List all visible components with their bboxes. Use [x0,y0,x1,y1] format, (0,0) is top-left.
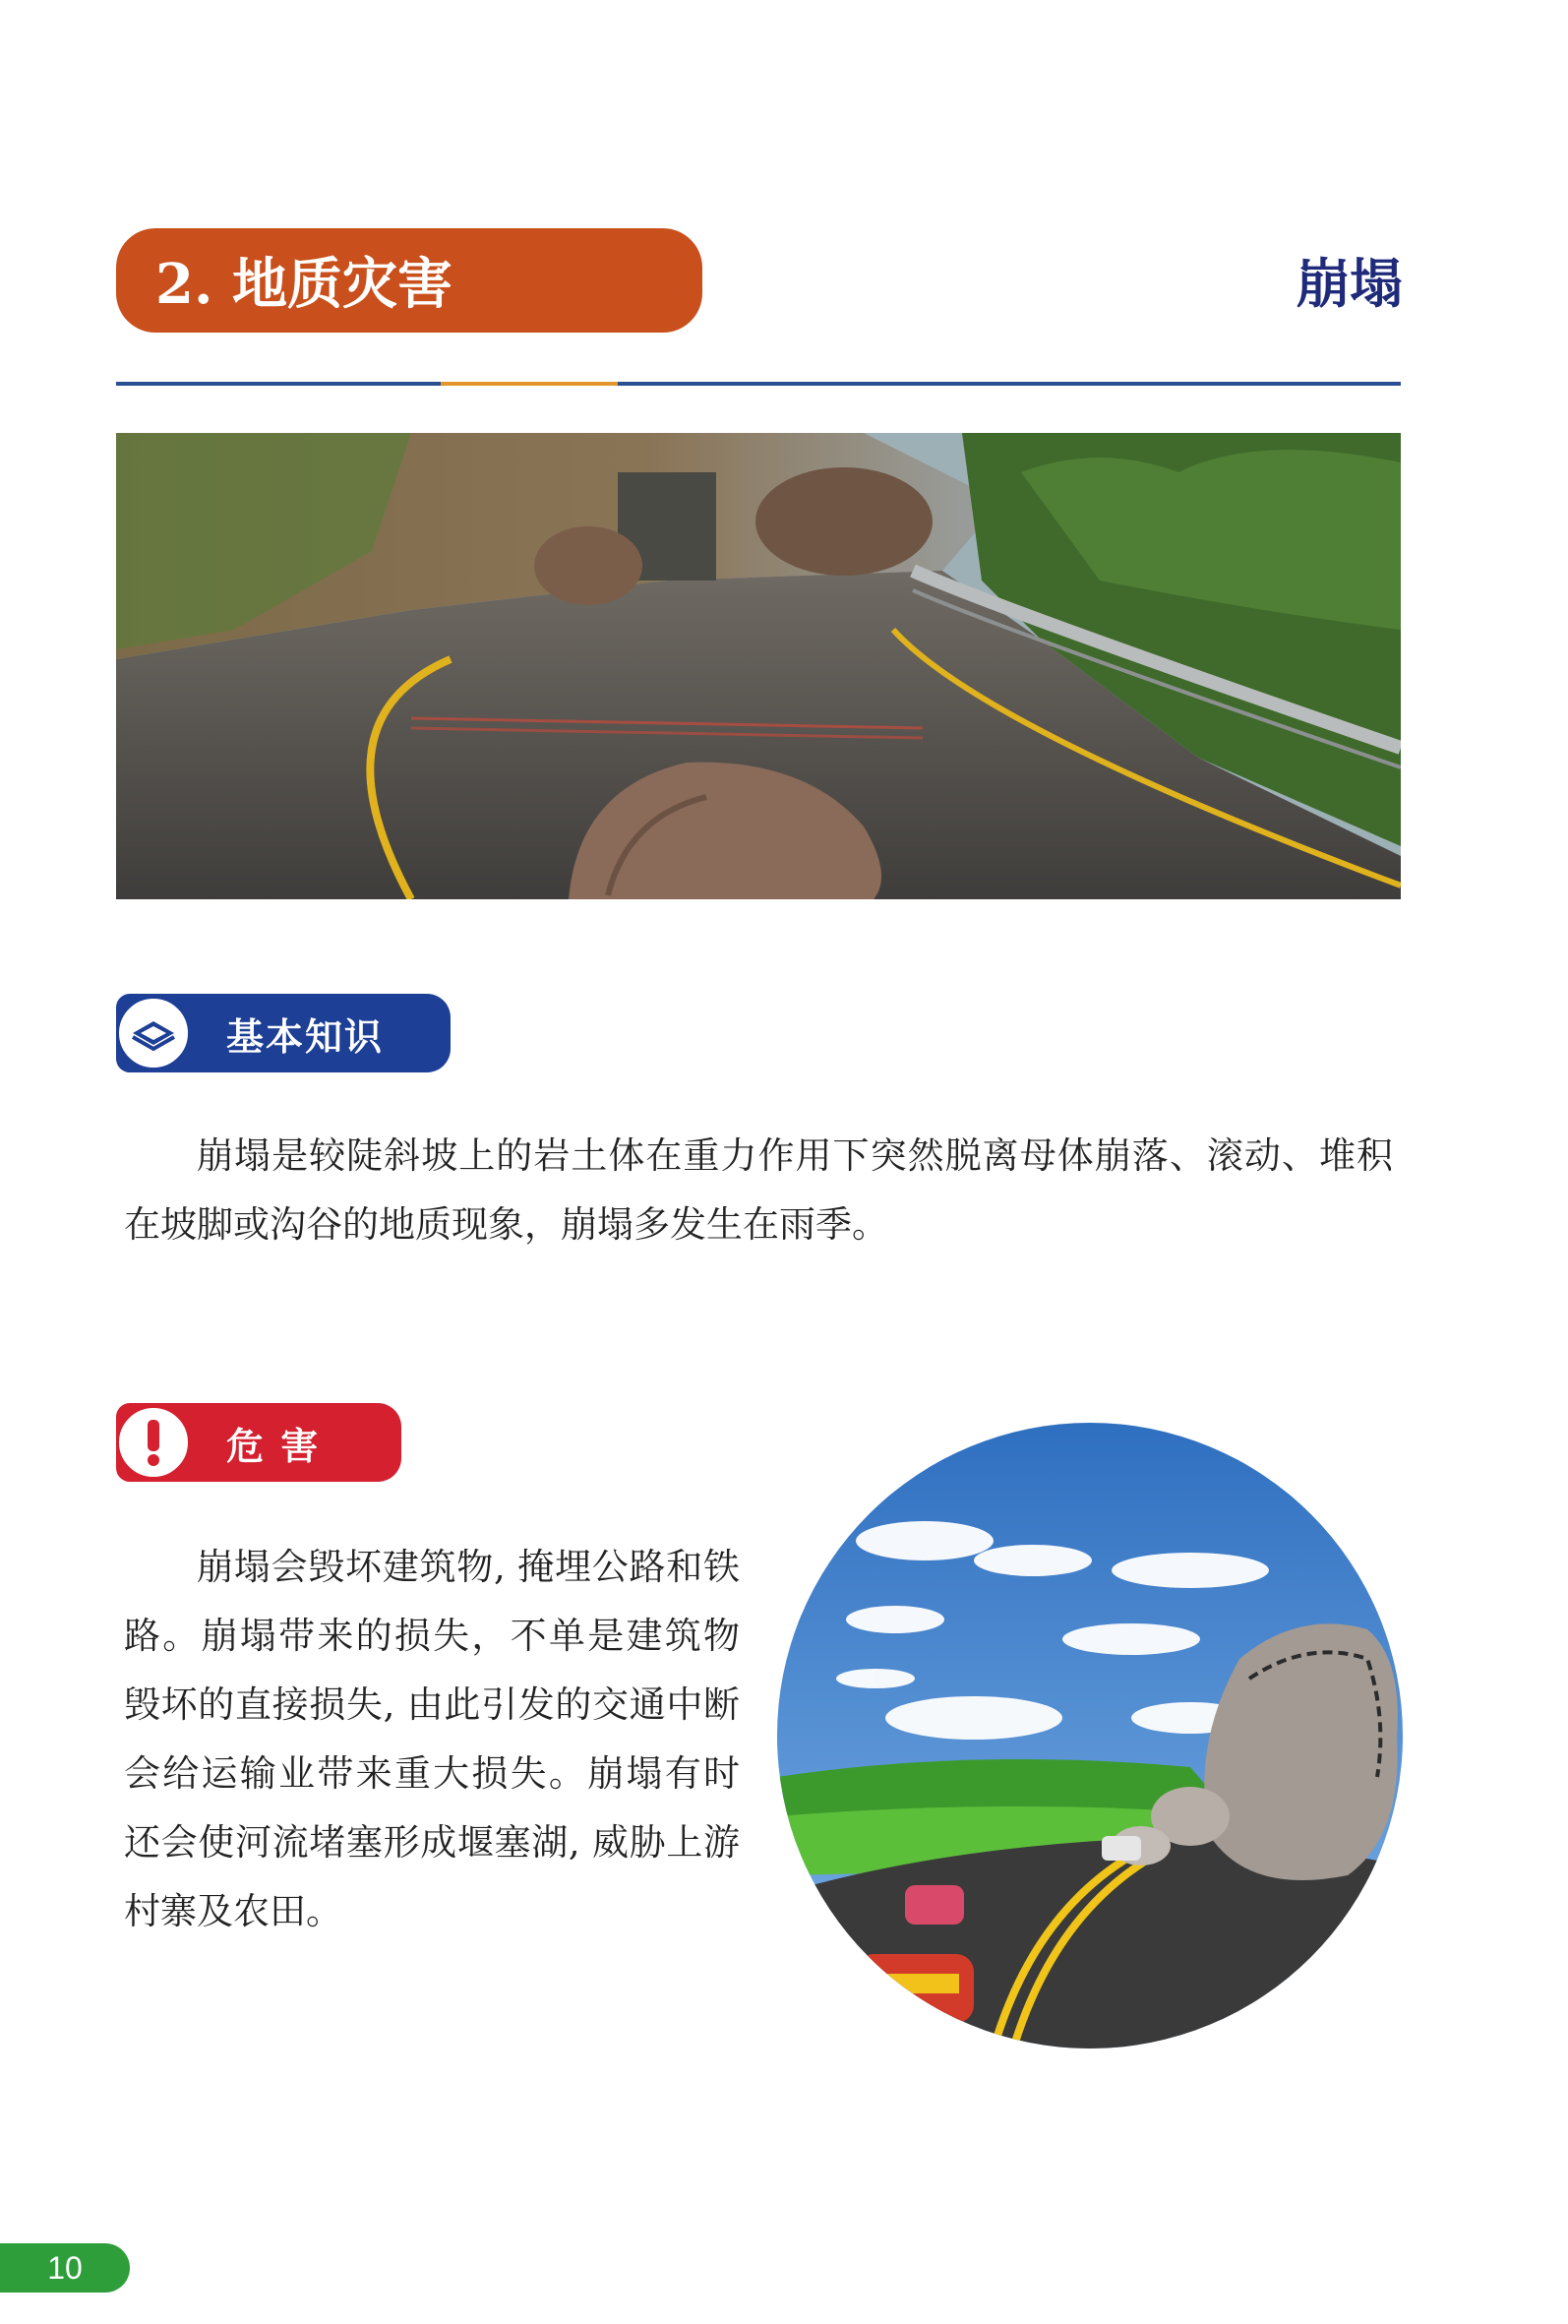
danger-label [116,1403,401,1482]
knowledge-label [116,994,451,1072]
knowledge-paragraph: 崩塌是较陡斜坡上的岩土体在重力作用下突然脱离母体崩落、滚动、堆积在坡脚或沟谷的地质现象，崩塌多发生在雨季。 [124,1134,1393,1246]
topic-title: 崩塌 [1297,253,1403,315]
danger-label-text: 危 害 [226,1424,321,1468]
danger-paragraph: 崩塌会毁坏建筑物, 掩埋公路和铁路。崩塌带来的损失，不单是建筑物毁坏的直接损失, 由此引发的交通中断会给运输业带来重大损失。崩塌有时还会使河流堵塞形成堰塞湖, 威胁上游村寨及农田。 [124,1546,740,1932]
book-icon [116,996,191,1070]
rockfall-illustration [777,1423,1403,2049]
exclamation-icon [116,1405,191,1480]
section-title: 2. 地质灾害 [116,228,702,333]
header-divider [116,382,1401,386]
landslide-road-photo [116,433,1401,899]
page-number: 10 [0,2243,130,2293]
header-divider-accent [441,382,618,386]
knowledge-label-text: 基本知识 [226,1014,385,1059]
